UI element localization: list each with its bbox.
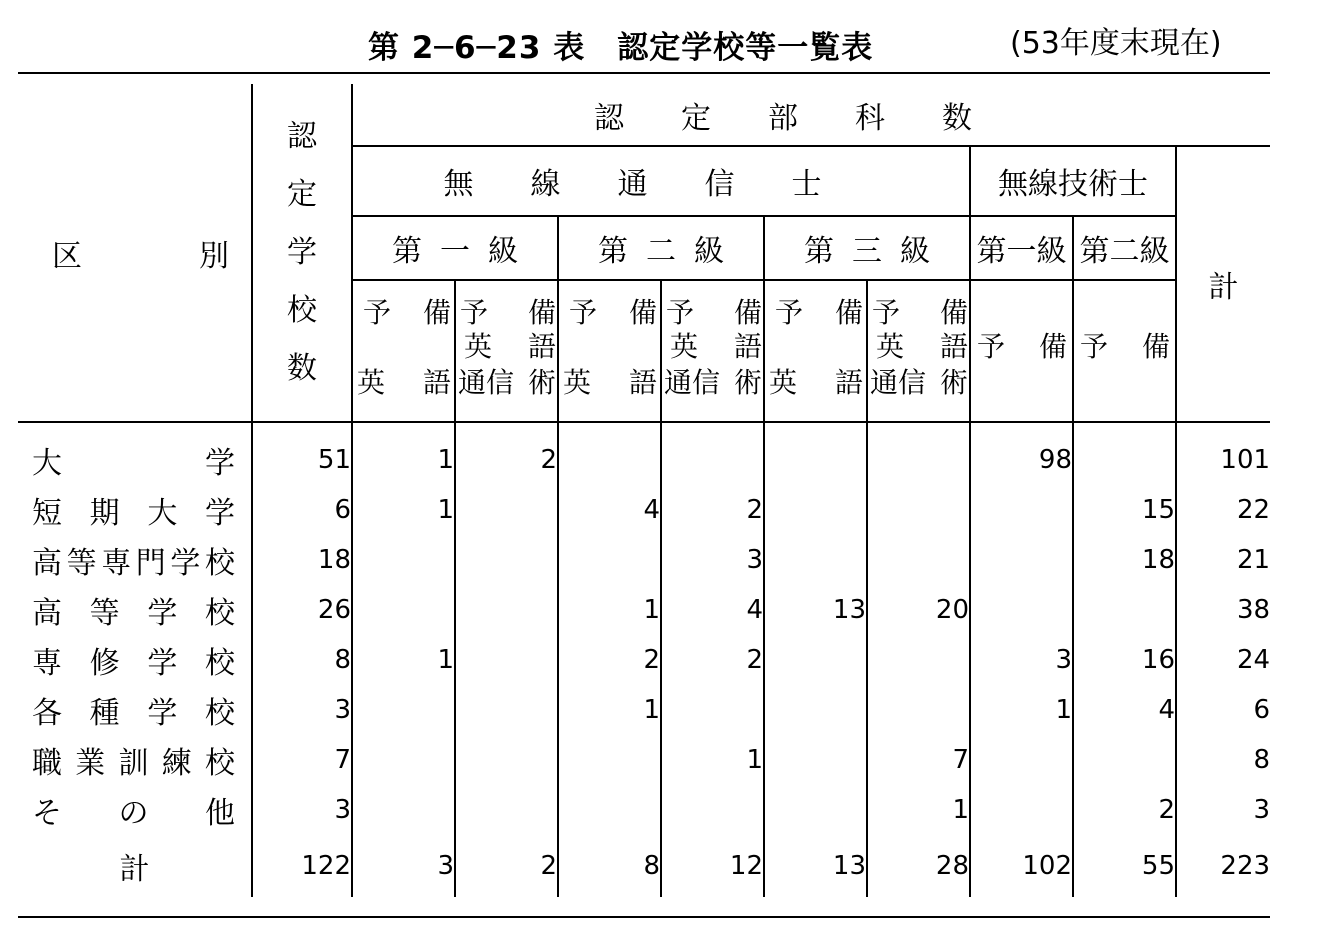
table-cell: [764, 635, 867, 685]
leaf-header-char: 予: [363, 296, 392, 329]
table-cell: [558, 735, 661, 785]
table-cell: 2: [1073, 785, 1176, 835]
leaf-header-char: 備: [423, 296, 452, 329]
table-cell: 3: [970, 635, 1073, 685]
table-cell: [455, 535, 558, 585]
table-cell: [764, 735, 867, 785]
row-label-char: 専: [32, 646, 62, 681]
category-header-char: 別: [199, 238, 229, 274]
table-cell: 2: [661, 635, 764, 685]
table-row: [18, 535, 1270, 585]
row-label-char: 校: [205, 746, 235, 781]
leaf-header-tsushin: [661, 280, 764, 422]
leaf-header-char: 通信: [870, 366, 927, 399]
leaf-header-char: 術: [940, 366, 969, 399]
school-count-header-char: 学: [287, 234, 317, 270]
school-count-header-char: 数: [287, 350, 317, 386]
row-label-char: 高: [32, 546, 62, 581]
table-row: [18, 735, 1270, 785]
row-label: [32, 688, 235, 732]
row-label-char: 学: [147, 696, 178, 731]
table-cell: [455, 585, 558, 635]
total-cell: 13: [764, 835, 867, 897]
table-cell: 20: [867, 585, 970, 635]
table-cell: [970, 535, 1073, 585]
row-label: [32, 588, 235, 632]
table-cell: [970, 485, 1073, 535]
table-cell: [455, 785, 558, 835]
leaf-header-char: 通信: [458, 366, 515, 399]
row-label-char: 高: [32, 596, 62, 631]
table-cell: [455, 485, 558, 535]
total-cell: 3: [352, 835, 455, 897]
leaf-header-char: 備: [940, 296, 969, 329]
leaf-header-char: 英: [563, 366, 592, 399]
leaf-header-yobi: [970, 280, 1073, 422]
table-cell: 1: [867, 785, 970, 835]
table-cell: [867, 635, 970, 685]
table-cell: 1: [970, 685, 1073, 735]
row-label-char: 校: [204, 646, 235, 681]
table-cell: 1: [352, 635, 455, 685]
table-cell: [970, 735, 1073, 785]
table-cell: [764, 485, 867, 535]
total-row: [18, 835, 1270, 897]
row-label-char: 他: [205, 796, 235, 831]
leaf-header-char: 語: [423, 366, 452, 399]
leaf-header-char: 術: [734, 366, 763, 399]
school-count-header-char: 認: [287, 118, 317, 154]
leaf-header-char: 備: [1039, 330, 1068, 363]
category-header: [18, 84, 252, 422]
table-cell: 51: [252, 435, 352, 485]
leaf-header-char: 語: [734, 330, 763, 363]
row-label-char: 等: [66, 546, 97, 581]
leaf-header-char: 備: [528, 296, 557, 329]
table-cell: 13: [764, 585, 867, 635]
leaf-header-char: 予: [775, 296, 804, 329]
table-cell: 7: [867, 735, 970, 785]
leaf-header-char: 英: [357, 366, 386, 399]
leaf-header-char: 英: [464, 330, 493, 363]
row-label-char: 練: [161, 746, 192, 781]
table-cell: 2: [455, 435, 558, 485]
table-cell: [764, 435, 867, 485]
leaf-header-char: 語: [835, 366, 864, 399]
table-cell: [764, 685, 867, 735]
table-title: 第 2─6─23 表 認定学校等一覧表: [368, 30, 874, 66]
grade2-header: 第二級: [558, 216, 764, 280]
table-row: [18, 785, 1270, 835]
table-cell: 8: [1176, 735, 1270, 785]
table-cell: 2: [661, 485, 764, 535]
row-label-char: 専: [101, 546, 132, 581]
row-label-char: 学: [205, 446, 235, 481]
row-label-char: 門: [135, 546, 166, 581]
row-label-char: 期: [89, 496, 120, 531]
table-cell: [455, 635, 558, 685]
table-header: [18, 84, 1270, 422]
row-label-char: 学: [147, 596, 178, 631]
leaf-header-yobi: [1073, 280, 1176, 422]
row-label-char: 大: [32, 446, 62, 481]
table-cell: 38: [1176, 585, 1270, 635]
row-label-char: 学: [147, 646, 178, 681]
leaf-header-eigo: [764, 280, 867, 422]
total-label: 計: [119, 852, 150, 887]
row-label-char: 短: [32, 496, 62, 531]
leaf-header-char: 予: [666, 296, 695, 329]
table-cell: [352, 785, 455, 835]
table-cell: [352, 685, 455, 735]
row-label: [32, 488, 235, 532]
total-cell: 102: [970, 835, 1073, 897]
school-count-header-char: 校: [287, 292, 317, 328]
leaf-header-char: 英: [769, 366, 798, 399]
table-cell: 1: [661, 735, 764, 785]
table-cell: [661, 685, 764, 735]
table-cell: 8: [252, 635, 352, 685]
table-cell: [352, 735, 455, 785]
table-cell: 1: [352, 435, 455, 485]
table-body: [18, 422, 1270, 897]
table-cell: 3: [1176, 785, 1270, 835]
departments-header: 認定部科数: [352, 84, 1270, 146]
leaf-header-char: 通信: [664, 366, 721, 399]
row-label-char: 業: [75, 746, 106, 781]
table-cell: [455, 735, 558, 785]
table-cell: [1073, 435, 1176, 485]
table-cell: [1073, 585, 1176, 635]
total-cell: 122: [252, 835, 352, 897]
row-label-char: 種: [89, 696, 120, 731]
row-label-char: 等: [89, 596, 120, 631]
school-count-header: [252, 84, 352, 422]
row-label-char: の: [118, 796, 149, 831]
row-label: [32, 438, 235, 482]
total-cell: 223: [1176, 835, 1270, 897]
total-cell: 28: [867, 835, 970, 897]
row-label-char: 校: [204, 546, 235, 581]
table-cell: 22: [1176, 485, 1270, 535]
total-cell: 2: [455, 835, 558, 897]
grade1-header: 第一級: [352, 216, 558, 280]
leaf-header-char: 予: [460, 296, 489, 329]
radio-operator-header: 無線通信士: [352, 146, 970, 216]
table-row: [18, 435, 1270, 485]
table-cell: [558, 535, 661, 585]
row-label-char: 各: [32, 696, 62, 731]
leaf-header-char: 備: [734, 296, 763, 329]
table-cell: [970, 585, 1073, 635]
grade3-header: 第三級: [764, 216, 970, 280]
leaf-header-char: 語: [528, 330, 557, 363]
table-cell: 4: [1073, 685, 1176, 735]
table-cell: [352, 585, 455, 635]
leaf-header-char: 備: [629, 296, 658, 329]
table-row: [18, 485, 1270, 535]
leaf-header-char: 英: [670, 330, 699, 363]
leaf-header-char: 予: [569, 296, 598, 329]
row-label: [32, 638, 235, 682]
row-label-char: そ: [32, 796, 62, 831]
leaf-header-char: 英: [876, 330, 905, 363]
radio-engineer-header: 無線技術士: [970, 146, 1176, 216]
table-cell: [764, 535, 867, 585]
table-cell: [1073, 735, 1176, 785]
total-cell: 55: [1073, 835, 1176, 897]
certified-schools-table: [18, 84, 1270, 897]
row-label: [32, 788, 235, 832]
leaf-header-tsushin: [867, 280, 970, 422]
table-row: [18, 585, 1270, 635]
row-label-char: 修: [89, 646, 120, 681]
leaf-header-eigo: [558, 280, 661, 422]
row-label-char: 職: [32, 746, 62, 781]
table-cell: [661, 785, 764, 835]
table-cell: [661, 435, 764, 485]
row-label-char: 訓: [118, 746, 149, 781]
eng-grade1-header: 第一級: [970, 216, 1073, 280]
table-cell: 3: [661, 535, 764, 585]
leaf-header-char: 備: [1142, 330, 1171, 363]
table-cell: 6: [252, 485, 352, 535]
table-cell: 2: [558, 635, 661, 685]
row-label: [32, 738, 235, 782]
eng-grade2-header: 第二級: [1073, 216, 1176, 280]
table-cell: [455, 685, 558, 735]
row-label-char: 学: [204, 496, 235, 531]
as-of-note: (53年度末現在): [1010, 26, 1222, 61]
table-cell: [558, 435, 661, 485]
table-cell: 4: [661, 585, 764, 635]
table-cell: [558, 785, 661, 835]
table-cell: 3: [252, 685, 352, 735]
table-cell: [867, 435, 970, 485]
top-rule: [18, 72, 1270, 74]
row-label-char: 校: [204, 596, 235, 631]
table-cell: 18: [252, 535, 352, 585]
row-label-char: 校: [204, 696, 235, 731]
table-cell: 6: [1176, 685, 1270, 735]
bottom-rule: [18, 916, 1270, 918]
table-cell: 1: [352, 485, 455, 535]
leaf-header-char: 予: [1080, 330, 1109, 363]
table-row: [18, 635, 1270, 685]
total-header: 計: [1176, 146, 1270, 422]
table-cell: 101: [1176, 435, 1270, 485]
table-cell: 26: [252, 585, 352, 635]
table-cell: [867, 685, 970, 735]
table-cell: 4: [558, 485, 661, 535]
leaf-header-eigo: [352, 280, 455, 422]
leaf-header-char: 予: [977, 330, 1006, 363]
table-row: [18, 685, 1270, 735]
total-cell: 8: [558, 835, 661, 897]
leaf-header-char: 術: [528, 366, 557, 399]
category-header-char: 区: [52, 238, 82, 274]
table-cell: 16: [1073, 635, 1176, 685]
table-cell: 24: [1176, 635, 1270, 685]
table-cell: 21: [1176, 535, 1270, 585]
table-cell: [352, 535, 455, 585]
total-cell: 12: [661, 835, 764, 897]
table-cell: [764, 785, 867, 835]
leaf-header-tsushin: [455, 280, 558, 422]
table-cell: 98: [970, 435, 1073, 485]
leaf-header-char: 備: [835, 296, 864, 329]
table-cell: 18: [1073, 535, 1176, 585]
table-cell: 1: [558, 685, 661, 735]
table-cell: 7: [252, 735, 352, 785]
table-cell: [970, 785, 1073, 835]
row-label-char: 学: [170, 546, 201, 581]
row-label-char: 大: [147, 496, 178, 531]
table-cell: 3: [252, 785, 352, 835]
leaf-header-char: 予: [872, 296, 901, 329]
table-cell: [867, 535, 970, 585]
table-cell: 15: [1073, 485, 1176, 535]
leaf-header-char: 語: [940, 330, 969, 363]
table-cell: [867, 485, 970, 535]
row-label: [32, 538, 235, 582]
table-cell: 1: [558, 585, 661, 635]
leaf-header-char: 語: [629, 366, 658, 399]
school-count-header-char: 定: [287, 176, 317, 212]
